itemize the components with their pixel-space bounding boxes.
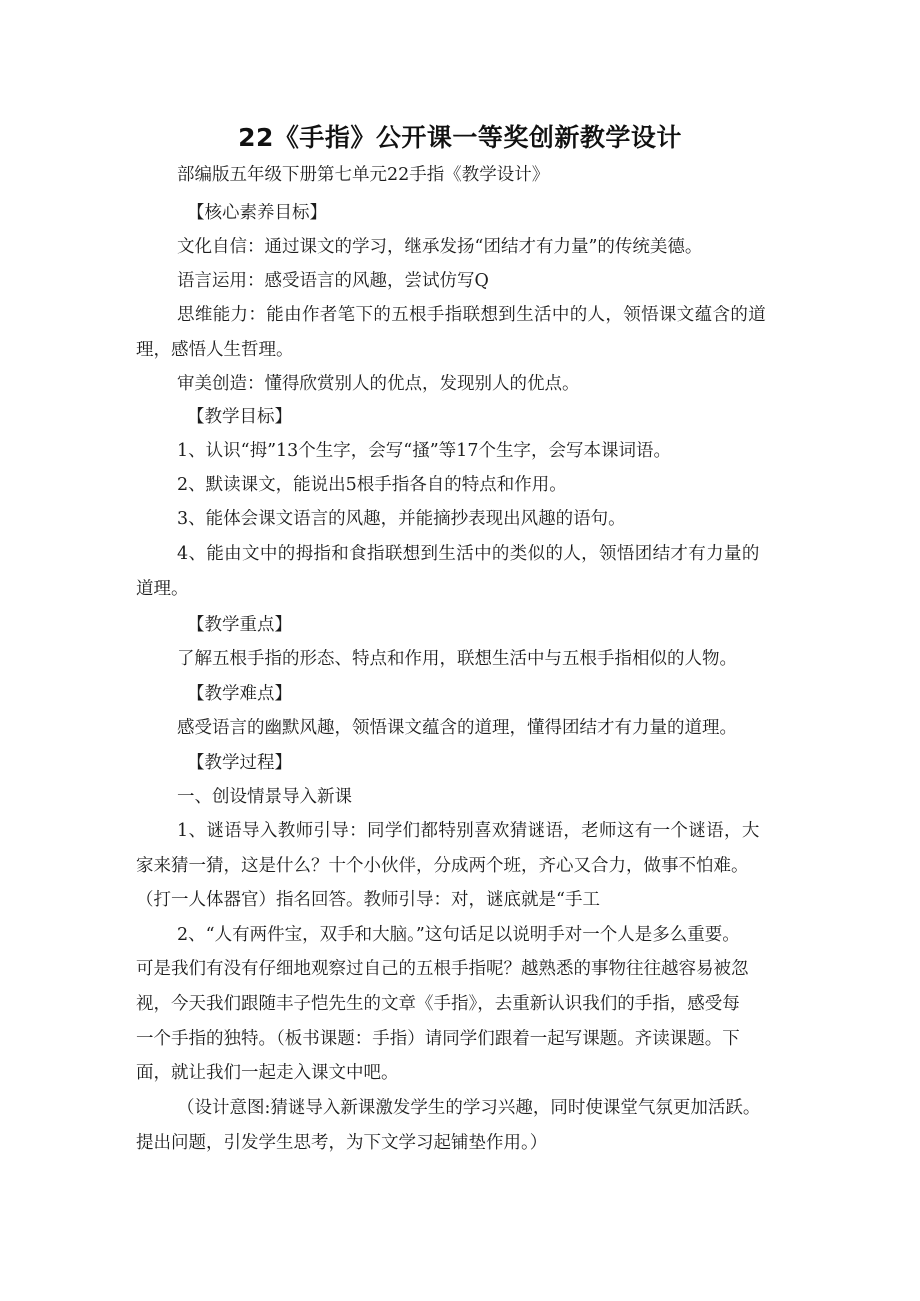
difficult-points-text: 感受语言的幽默风趣，领悟课文蕴含的道理，懂得团结才有力量的道理。	[177, 718, 737, 738]
goal-item-4-line2: 道理。	[136, 579, 189, 599]
paragraph-1-line1: 1、谜语导入教师引导：同学们都特别喜欢猜谜语，老师这有一个谜语，大	[177, 821, 760, 841]
section-heading-process: 【教学过程】	[187, 753, 292, 773]
paragraph-language: 语言运用：感受语言的风趣，尝试仿写Q	[177, 271, 489, 291]
subtitle: 部编版五年级下册第七单元22手指《教学设计》	[177, 165, 550, 185]
goal-item-1: 1、认识“拇”13个生字，会写“搔”等17个生字，会写本课词语。	[177, 441, 671, 461]
paragraph-thinking-line2: 理，感悟人生哲理。	[136, 340, 294, 360]
paragraph-2-line4: 一个手指的独特。（板书课题：手指）请同学们跟着一起写课题。齐读课题。下	[136, 1029, 740, 1049]
paragraph-2-line1: 2、“人有两件宝，双手和大脑。”这句话足以说明手对一个人是多么重要。	[177, 925, 740, 945]
design-intent-line1: （设计意图:猜谜导入新课激发学生的学习兴趣，同时使课堂气氛更加活跃。	[177, 1098, 761, 1118]
goal-item-3: 3、能体会课文语言的风趣，并能摘抄表现出风趣的语句。	[177, 509, 626, 529]
key-points-text: 了解五根手指的形态、特点和作用，联想生活中与五根手指相似的人物。	[177, 649, 737, 669]
paragraph-2-line3: 视，今天我们跟随丰子恺先生的文章《手指》，去重新认识我们的手指，感受每	[136, 994, 740, 1014]
process-section-1: 一、创设情景导入新课	[177, 787, 352, 807]
paragraph-1-line2: 家来猜一猜，这是什么？十个小伙伴，分成两个班，齐心又合力，做事不怕难。	[136, 856, 749, 876]
paragraph-aesthetic: 审美创造：懂得欣赏别人的优点，发现别人的优点。	[177, 374, 580, 394]
goal-item-2: 2、默读课文，能说出5根手指各自的特点和作用。	[177, 475, 567, 495]
paragraph-culture: 文化自信：通过课文的学习，继承发扬“团结才有力量”的传统美德。	[177, 237, 703, 257]
paragraph-2-line2: 可是我们有没有仔细地观察过自己的五根手指呢？越熟悉的事物往往越容易被忽	[136, 959, 749, 979]
section-heading-core-goals: 【核心素养目标】	[187, 203, 327, 223]
goal-item-4-line1: 4、能由文中的拇指和食指联想到生活中的类似的人，领悟团结才有力量的	[177, 544, 760, 564]
paragraph-1-line3: （打一人体器官）指名回答。教师引导：对，谜底就是“手工	[136, 890, 600, 910]
section-heading-key-points: 【教学重点】	[187, 615, 292, 635]
design-intent-line2: 提出问题，引发学生思考，为下文学习起铺垫作用。）	[136, 1133, 548, 1153]
page-title: 22《手指》公开课一等奖创新教学设计	[238, 123, 682, 152]
section-heading-difficult-points: 【教学难点】	[187, 684, 292, 704]
section-heading-teaching-goals: 【教学目标】	[187, 407, 292, 427]
paragraph-2-line5: 面，就让我们一起走入课文中吧。	[136, 1063, 399, 1083]
paragraph-thinking-line1: 思维能力：能由作者笔下的五根手指联想到生活中的人，领悟课文蕴含的道	[177, 305, 767, 325]
